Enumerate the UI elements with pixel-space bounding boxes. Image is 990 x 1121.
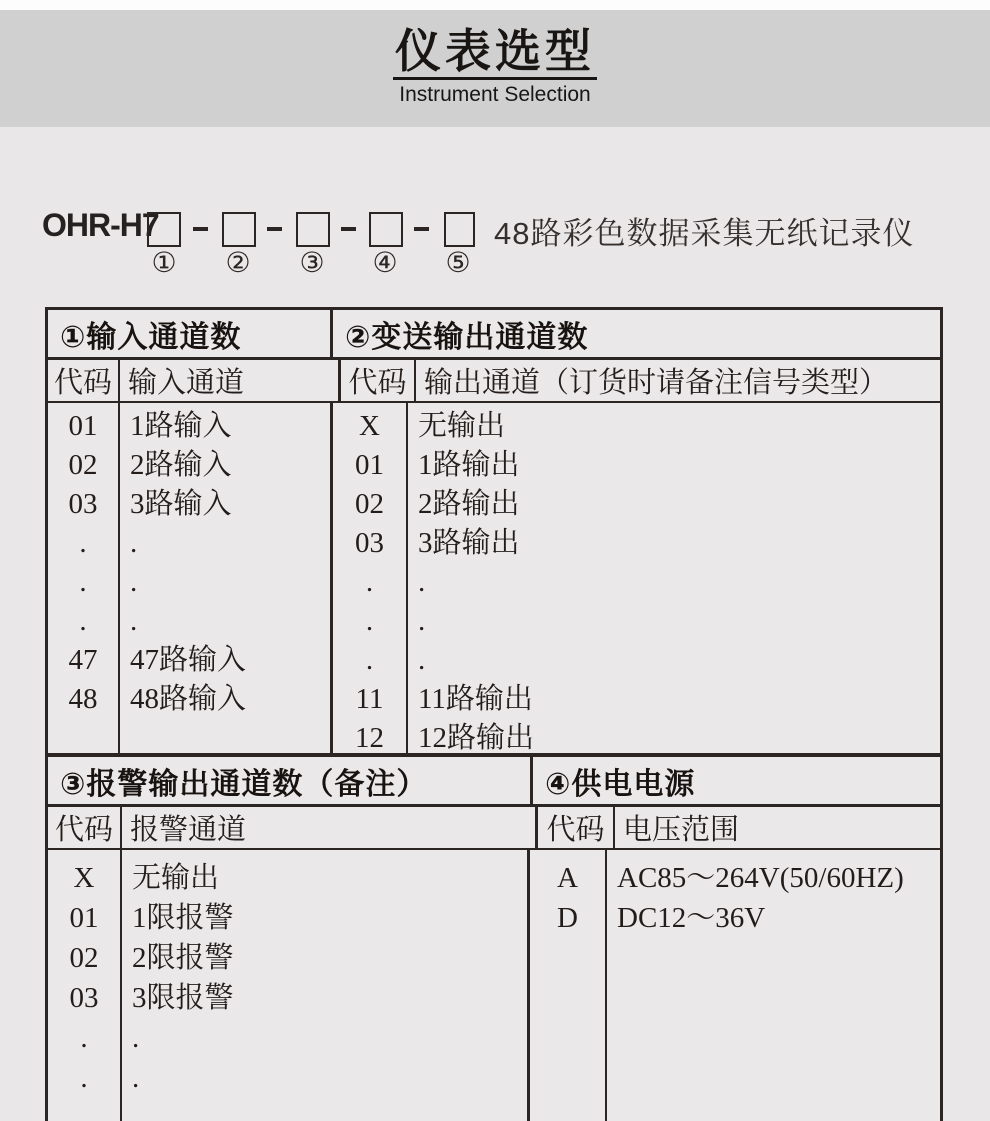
model-code-box-2 (222, 212, 256, 247)
label-value: 1路输出 (418, 449, 520, 481)
code-value: 48 (68, 683, 98, 715)
label-value: . (130, 527, 138, 559)
section-2-label-column (408, 403, 940, 753)
label-value: . (130, 566, 138, 598)
model-code-box-5 (444, 212, 475, 247)
label-value: 1路输入 (130, 410, 232, 442)
code-value: D (557, 902, 578, 934)
code-value: 47 (68, 644, 98, 676)
dash-separator (193, 227, 208, 231)
label-value: 47路输入 (130, 644, 247, 676)
label-value: . (418, 605, 426, 637)
section-1-label-column (120, 403, 333, 753)
section-1-code-header: 代码 (48, 360, 120, 401)
model-code-box-3 (296, 212, 330, 247)
label-value: 12路输出 (418, 722, 535, 754)
label-value: 无输出 (132, 862, 220, 894)
code-value: . (80, 1022, 88, 1054)
column-header-row-2 (48, 807, 940, 850)
section-3-label-column (122, 850, 530, 1121)
label-value: DC12～36V (617, 902, 766, 934)
label-value: 1限报警 (132, 902, 234, 934)
section-2-code-header: 代码 (341, 360, 416, 401)
label-value: 2路输出 (418, 488, 520, 520)
model-prefix: OHR-H7 (42, 207, 159, 243)
code-value: . (79, 605, 87, 637)
position-marker-4: ④ (372, 246, 398, 279)
page-subtitle: Instrument Selection (399, 83, 591, 106)
page-title: 仪表选型 (393, 28, 597, 80)
dash-separator (341, 227, 356, 231)
code-value: 03 (69, 982, 99, 1014)
code-value: . (80, 1062, 88, 1094)
section-header-row-2 (48, 757, 940, 807)
section-1-code-column (48, 403, 120, 753)
position-marker-1: ① (151, 246, 177, 279)
model-code-box-1 (147, 212, 181, 247)
section-3-title: ③报警输出通道数（备注） (48, 757, 533, 804)
code-value: 02 (68, 449, 98, 481)
code-value: . (365, 566, 374, 598)
section-3-4-body (48, 850, 940, 1121)
section-4-code-column (530, 850, 607, 1121)
code-value: 02 (355, 488, 384, 520)
position-marker-2: ② (225, 246, 251, 279)
section-4-title: ④供电电源 (545, 767, 696, 801)
dash-separator (267, 227, 282, 231)
code-value: 03 (355, 527, 384, 559)
model-description: 48路彩色数据采集无纸记录仪 (494, 216, 915, 251)
code-value: . (365, 605, 374, 637)
code-value: 01 (69, 902, 99, 934)
section-1-2-body (48, 403, 940, 757)
dash-separator (414, 227, 429, 231)
selection-table (45, 307, 943, 1121)
section-2-code-column (333, 403, 408, 753)
section-4-label-column (607, 850, 940, 1121)
section-1-label-header: 输入通道 (120, 360, 341, 401)
section-header-row-1 (48, 310, 940, 360)
code-value: 11 (355, 683, 384, 715)
code-value: . (79, 566, 87, 598)
label-value: 2路输入 (130, 449, 232, 481)
code-value: A (557, 862, 578, 894)
label-value: 3路输入 (130, 488, 232, 520)
code-value: 12 (355, 722, 384, 754)
label-value: 无输出 (418, 410, 506, 442)
code-value: . (365, 644, 374, 676)
section-4-code-header: 代码 (538, 807, 615, 848)
section-3-code-header: 代码 (48, 807, 122, 848)
label-value: 3路输出 (418, 527, 520, 559)
label-value: 48路输入 (130, 683, 247, 715)
section-3-code-column (48, 850, 122, 1121)
label-value: . (418, 566, 426, 598)
label-value: 2限报警 (132, 942, 234, 974)
label-value: AC85～264V(50/60HZ) (617, 862, 904, 894)
section-3-label-header: 报警通道 (122, 807, 538, 848)
model-code-box-4 (369, 212, 403, 247)
section-1-title: ①输入通道数 (48, 310, 333, 357)
label-value: . (132, 1022, 140, 1054)
code-value: 03 (68, 488, 98, 520)
code-value: 01 (355, 449, 384, 481)
ordering-code-line (0, 0, 990, 300)
label-value: . (130, 605, 138, 637)
section-2-title: ②变送输出通道数 (345, 320, 589, 354)
code-value: . (79, 527, 87, 559)
code-value: 01 (68, 410, 98, 442)
code-value: 02 (69, 942, 99, 974)
label-value: . (132, 1062, 140, 1094)
position-marker-5: ⑤ (445, 246, 471, 279)
label-value: 11路输出 (418, 683, 533, 715)
column-header-row-1 (48, 360, 940, 403)
label-value: 3限报警 (132, 982, 234, 1014)
code-value: X (359, 410, 380, 442)
section-4-label-header: 电压范围 (623, 814, 740, 846)
position-marker-3: ③ (299, 246, 325, 279)
code-value: X (73, 862, 95, 894)
label-value: . (418, 644, 426, 676)
section-2-label-header: 输出通道（订货时请备注信号类型） (424, 367, 889, 399)
